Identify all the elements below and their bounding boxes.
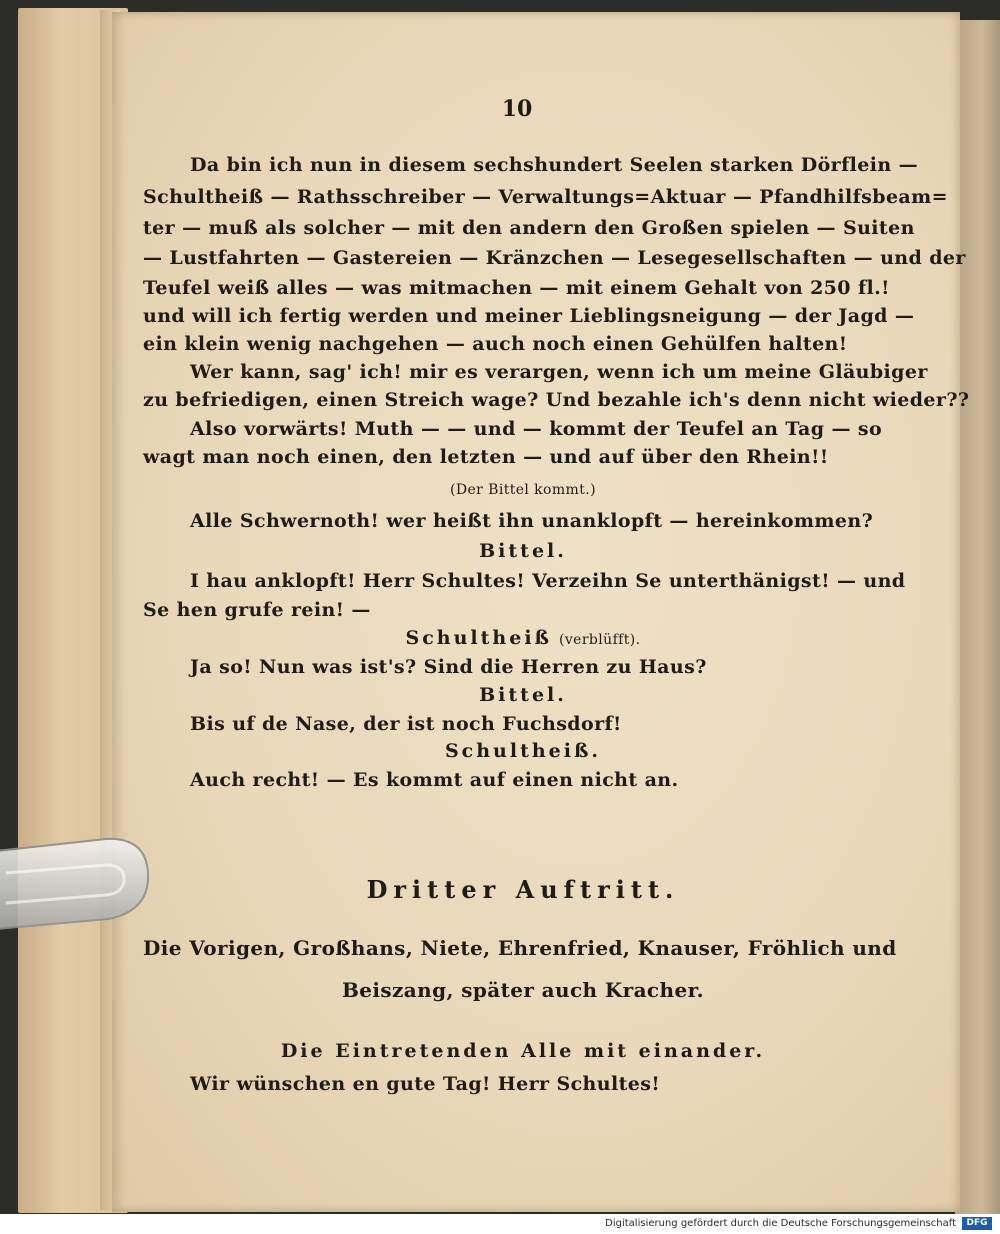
text-line: Ja so! Nun was ist's? Sind die Herren zu Haus? xyxy=(190,656,707,678)
stage-direction: (verblüfft). xyxy=(558,632,641,648)
page-edge-right xyxy=(955,20,1000,1214)
text-line: Schultheiß — Rathsschreiber — Verwaltungs=Aktuar — Pfandhilfsbeam= xyxy=(143,186,948,208)
text-line: zu befriedigen, einen Streich wage? Und bezahle ich's denn nicht wieder?? xyxy=(143,389,970,411)
text-line: Wir wünschen en gute Tag! Herr Schultes! xyxy=(190,1073,661,1095)
text-line: ter — muß als solcher — mit den andern den Großen spielen — Suiten xyxy=(143,217,915,239)
text-line: Auch recht! — Es kommt auf einen nicht an. xyxy=(190,769,679,791)
text-line: ein klein wenig nachgehen — auch noch einen Gehülfen halten! xyxy=(143,333,848,355)
footer-bar xyxy=(0,1214,1000,1234)
dfg-logo: DFG xyxy=(962,1217,992,1230)
scene-heading: Dritter Auftritt. xyxy=(366,875,680,904)
footer-credit: Digitalisierung gefördert durch die Deutsche Forschungsgemeinschaft xyxy=(605,1218,956,1229)
text-line: I hau anklopft! Herr Schultes! Verzeihn Se unterthänigst! — und xyxy=(190,570,906,592)
text-line: Da bin ich nun in diesem sechshundert Seelen starken Dörflein — xyxy=(190,154,919,176)
clamp-clip-icon xyxy=(0,833,156,933)
speaker-name xyxy=(143,625,903,653)
speaker-name: Schultheiß. xyxy=(444,740,602,762)
text-line: Also vorwärts! Muth — — und — kommt der Teufel an Tag — so xyxy=(190,418,883,440)
speaker-name: Bittel. xyxy=(479,540,567,562)
page-number: 10 xyxy=(501,96,533,122)
text-line: wagt man noch einen, den letzten — und auf über den Rhein!! xyxy=(143,446,829,468)
text-line: Wer kann, sag' ich! mir es verargen, wenn ich um meine Gläubiger xyxy=(190,361,928,383)
stage-direction: (Der Bittel kommt.) xyxy=(450,482,596,498)
speaker-name: Die Eintretenden Alle mit einander. xyxy=(280,1040,766,1062)
text-line: Se hen grufe rein! — xyxy=(143,599,371,621)
text-line: Bis uf de Nase, der ist noch Fuchsdorf! xyxy=(190,713,622,735)
cast-list: Die Vorigen, Großhans, Niete, Ehrenfried, Knauser, Fröhlich und xyxy=(143,936,897,960)
text-line: — Lustfahrten — Gastereien — Kränzchen — Lesegesellschaften — und der xyxy=(143,247,966,269)
text-line: und will ich fertig werden und meiner Lieblingsneigung — der Jagd — xyxy=(143,305,915,327)
text-line: Teufel weiß alles — was mitmachen — mit einem Gehalt von 250 fl.! xyxy=(143,277,890,299)
cast-list: Beiszang, später auch Kracher. xyxy=(341,978,705,1002)
speaker-name: Bittel. xyxy=(479,684,567,706)
speaker-name-text: Schultheiß xyxy=(405,627,552,649)
text-line: Alle Schwernoth! wer heißt ihn unanklopft — hereinkommen? xyxy=(190,510,874,532)
